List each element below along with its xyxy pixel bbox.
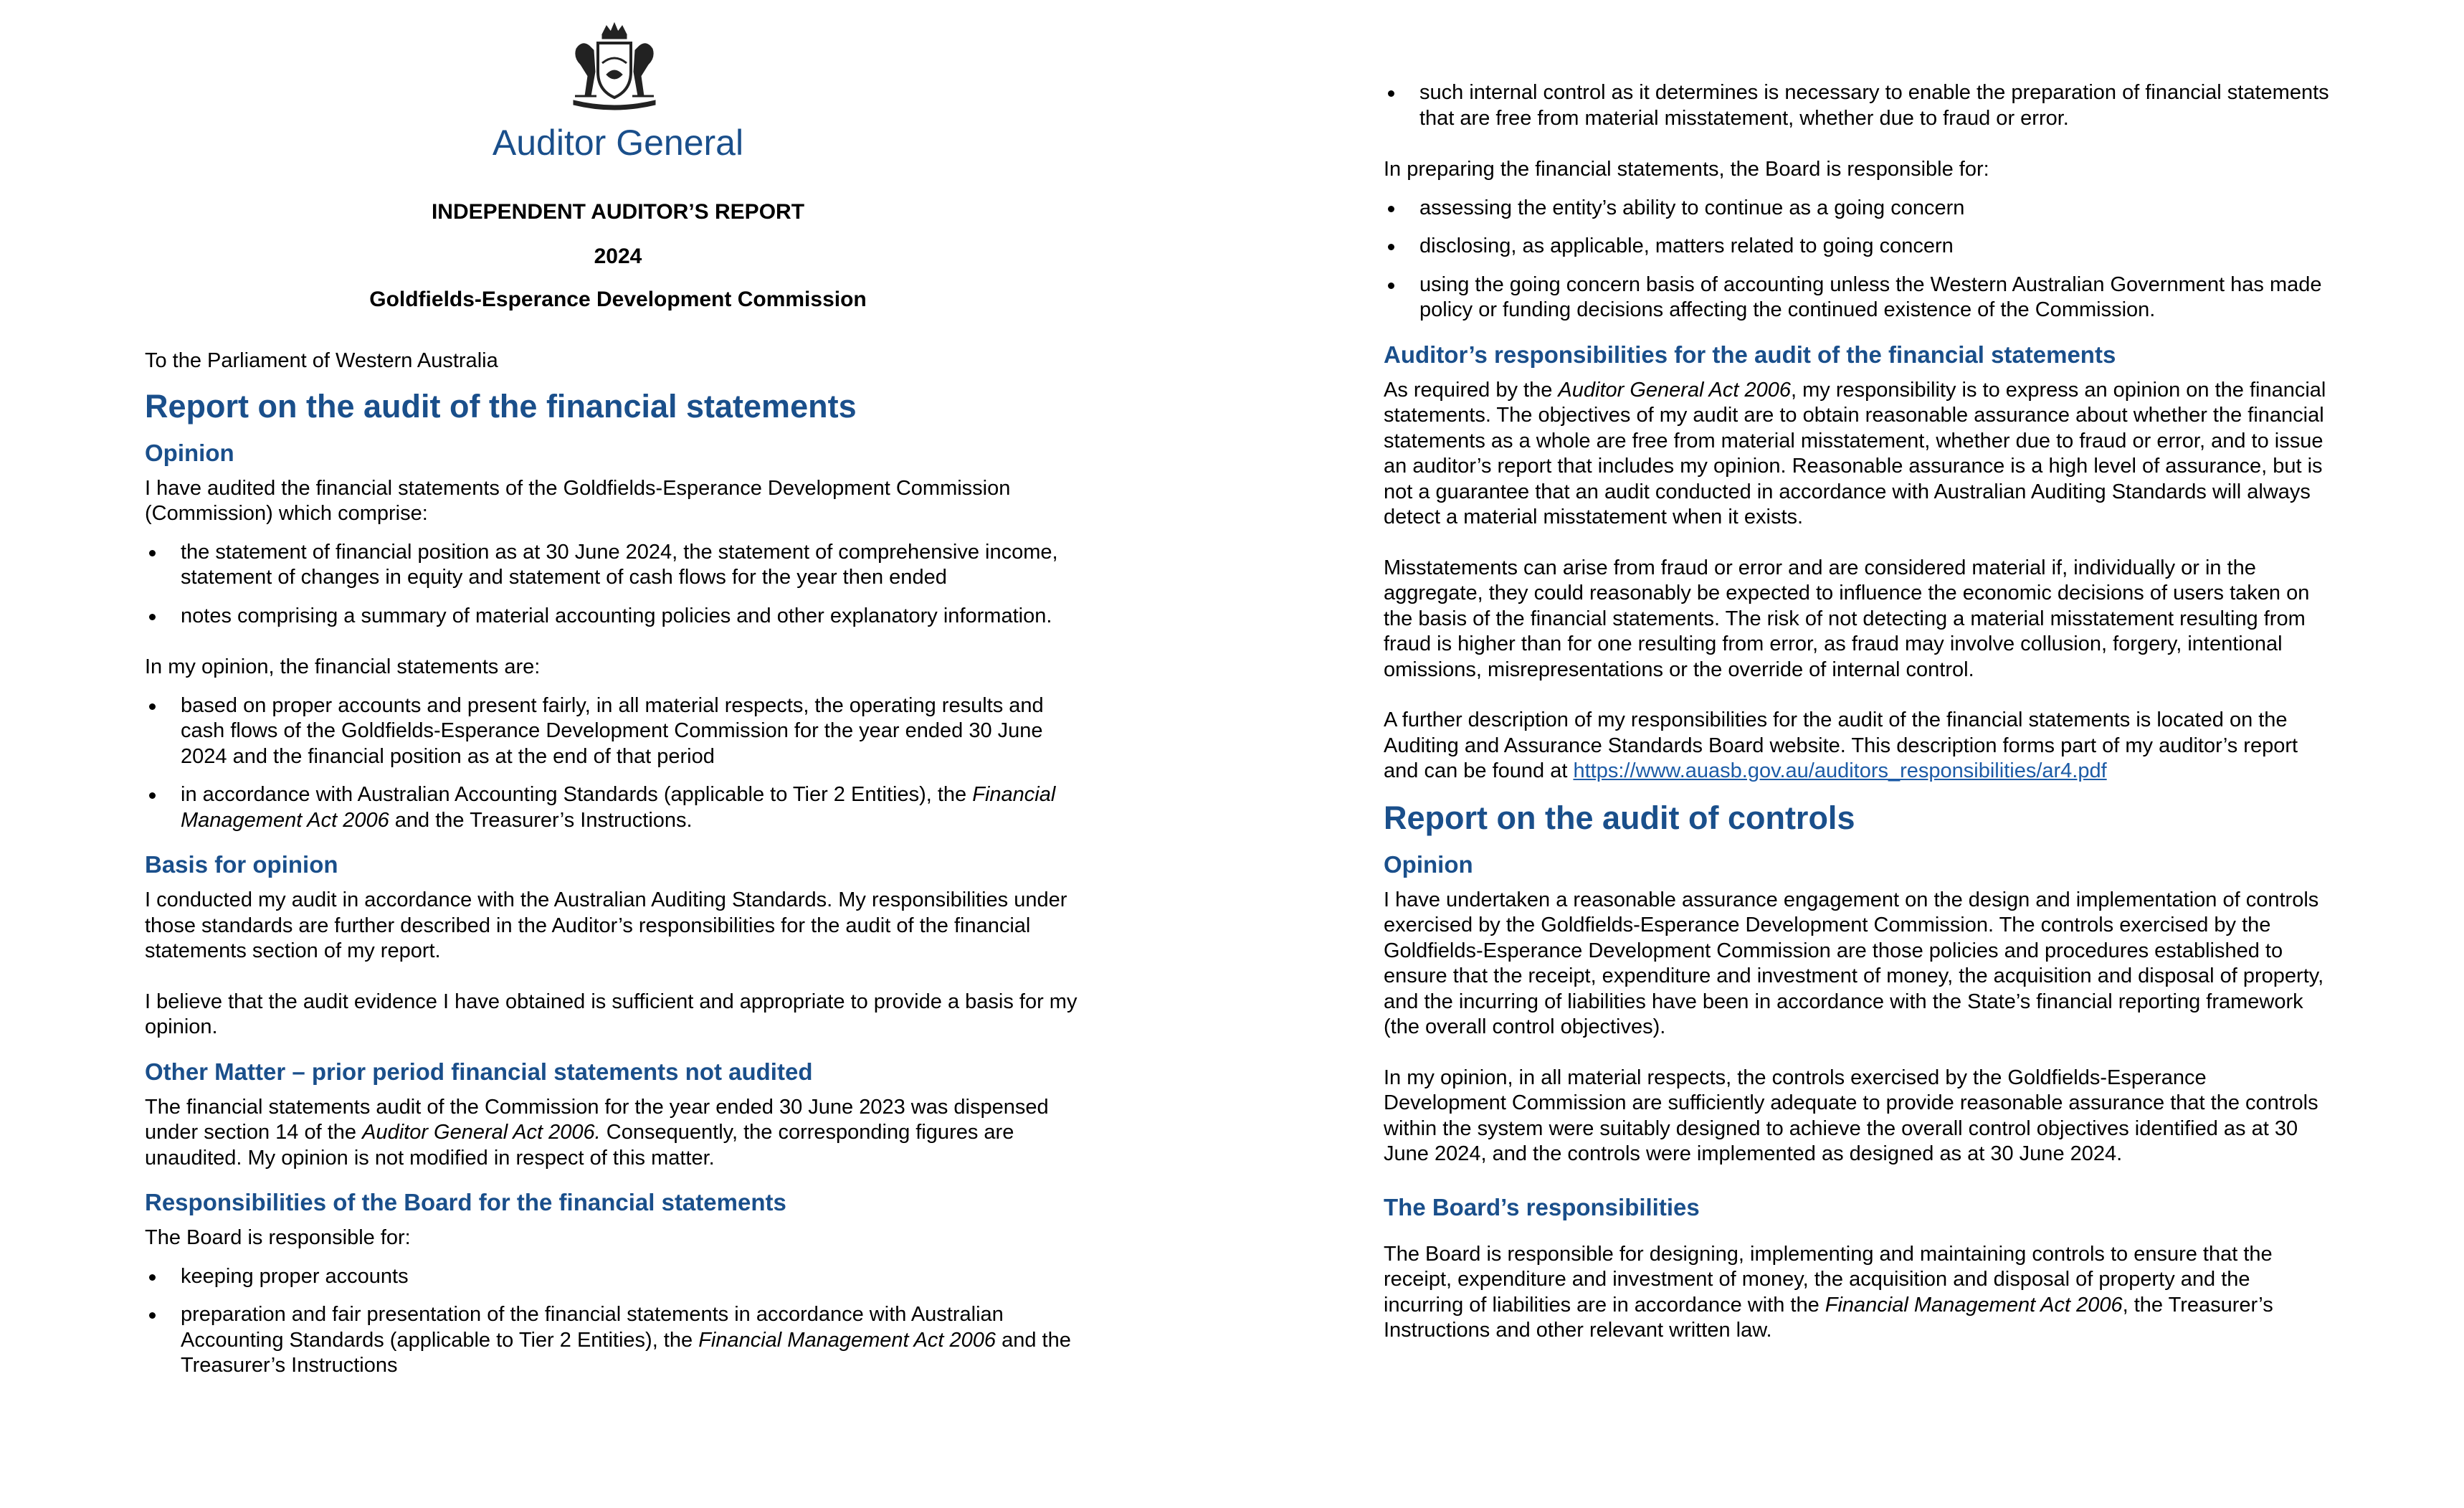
other-matter-heading: Other Matter – prior period financial statements not audited bbox=[145, 1058, 813, 1085]
addressee: To the Parliament of Western Australia bbox=[145, 349, 498, 372]
act-title: Financial Management Act 2006 bbox=[698, 1328, 996, 1352]
list-item: such internal control as it determines is necessary to enable the preparation of financial statements that are free from material misstatement, whether due to fraud or error. bbox=[1384, 80, 2330, 131]
auditor-general-title: Auditor General bbox=[492, 123, 744, 163]
section-title-financial-statements: Report on the audit of the financial statements bbox=[145, 387, 857, 425]
text-run: The Board is responsible for designing, implementing and maintaining controls to ensure that the receipt, expenditure and investment of money, the acquisition and disposal of property and the incurring of liabilities are in accordance with the bbox=[1384, 1242, 2273, 1317]
list-item: the statement of financial position as at 30 June 2024, the statement of comprehensive income, statement of changes in equity and statement of cash flows for the year then ended bbox=[145, 540, 1091, 591]
report-title: INDEPENDENT AUDITOR’S REPORT bbox=[431, 200, 805, 224]
board-responsibilities-heading: Responsibilities of the Board for the financial statements bbox=[145, 1189, 786, 1215]
list-item bbox=[145, 1302, 1091, 1379]
controls-paragraph-2: In my opinion, in all material respects, the controls exercised by the Goldfields-Esperance Development Commission are sufficiently adequate to provide reasonable assurance that the controls within the system were suitably designed to achieve the overall control objectives identified as at 30 June 2024, and the controls were implemented as designed as at 30 June 2024. bbox=[1384, 1066, 2318, 1165]
text-run: Consequently, the corresponding figures are unaudited. My opinion is not modified in respect of this matter. bbox=[145, 1121, 1014, 1170]
list-item: notes comprising a summary of material accounting policies and other explanatory information. bbox=[145, 604, 1091, 630]
left-column bbox=[145, 22, 1091, 1379]
preparing-list bbox=[1384, 196, 2330, 323]
list-item: based on proper accounts and present fairly, in all material respects, the operating results and cash flows of the Goldfields-Esperance Development Commission for the year ended 30 June 2024 and the financial position as at the end of that period bbox=[145, 693, 1091, 770]
auditor-paragraph-3 bbox=[1384, 708, 2330, 784]
controls-opinion-heading: Opinion bbox=[1384, 850, 1473, 878]
act-title: Financial Management Act 2006 bbox=[181, 783, 1056, 832]
text-run: and the Treasurer’s Instructions bbox=[181, 1328, 1071, 1377]
text-run: As required by the bbox=[1384, 378, 1559, 402]
list-item: disclosing, as applicable, matters related to going concern bbox=[1384, 234, 2330, 260]
text-run: A further description of my responsibilities for the audit of the financial statements is located on the Auditing and Assurance Standards Board website. This description forms part of my auditor’s report and can be found at bbox=[1384, 708, 2298, 782]
board-lead: The Board is responsible for: bbox=[145, 1226, 411, 1249]
board-resp-heading: The Board’s responsibilities bbox=[1384, 1193, 1700, 1220]
section-title-controls: Report on the audit of controls bbox=[1384, 799, 1855, 836]
act-title: Auditor General Act 2006. bbox=[362, 1121, 601, 1144]
coat-of-arms-logo bbox=[138, 22, 1091, 113]
act-title: Financial Management Act 2006 bbox=[1825, 1293, 2123, 1317]
preparing-lead: In preparing the financial statements, the Board is responsible for: bbox=[1384, 158, 1989, 181]
continued-list bbox=[1384, 80, 2330, 131]
auditor-responsibilities-heading: Auditor’s responsibilities for the audit of the financial statements bbox=[1384, 341, 2116, 368]
list-item bbox=[145, 782, 1091, 833]
report-year: 2024 bbox=[594, 245, 642, 268]
auditor-paragraph-1 bbox=[1384, 378, 2330, 531]
text-run: , the Treasurer’s Instructions and other relevant written law. bbox=[1384, 1293, 2273, 1342]
comprise-list bbox=[145, 540, 1091, 630]
opinion-lead: In my opinion, the financial statements are: bbox=[145, 655, 541, 678]
auditor-paragraph-2: Misstatements can arise from fraud or error and are considered material if, individually or in the aggregate, they could reasonably be expected to influence the economic decisions of users taken on the basis of the financial statements. The risk of not detecting a material misstatement resulting from fraud is higher than for one resulting from error, as fraud may involve collusion, forgery, intentional omissions, misrepresentations or the override of internal control. bbox=[1384, 556, 2310, 681]
text-run: and the Treasurer’s Instructions. bbox=[389, 808, 693, 832]
opinion-intro: I have audited the financial statements of the Goldfields-Esperance Development Commission (Commission) which comprise: bbox=[145, 476, 1011, 525]
list-item: using the going concern basis of accounting unless the Western Australian Government has made policy or funding decisions affecting the continued existence of the Commission. bbox=[1384, 272, 2330, 323]
crest-icon bbox=[561, 22, 668, 113]
controls-paragraph-1: I have undertaken a reasonable assurance engagement on the design and implementation of controls exercised by the Goldfields-Esperance Development Commission. The controls exercised by the Goldfields-Esperance Development Commission are those policies and procedures established to ensure that the receipt, expenditure and investment of money, the acquisition and disposal of property, and the incurring of liabilities have been in accordance with the State’s financial reporting framework (the overall control objectives). bbox=[1384, 888, 2324, 1038]
text-run: in accordance with Australian Accounting Standards (applicable to Tier 2 Entities), the bbox=[181, 783, 973, 806]
opinion-list bbox=[145, 693, 1091, 834]
basis-paragraph-2: I believe that the audit evidence I have obtained is sufficient and appropriate to provide a basis for my opinion. bbox=[145, 990, 1078, 1038]
text-run: , my responsibility is to express an opinion on the financial statements. The objectives of my audit are to obtain reasonable assurance about whether the financial statements as a whole are free from material misstatement, whether due to fraud or error, and to issue an auditor’s report that includes my opinion. Reasonable assurance is a high level of assurance, but is not a guarantee that an audit conducted in accordance with Australian Auditing Standards will always detect a material misstatement when it exists. bbox=[1384, 378, 2326, 528]
basis-heading: Basis for opinion bbox=[145, 851, 338, 878]
right-page bbox=[1232, 0, 2463, 1508]
act-title: Auditor General Act 2006 bbox=[1558, 378, 1791, 402]
other-matter-paragraph bbox=[145, 1095, 1091, 1172]
opinion-heading: Opinion bbox=[145, 439, 234, 466]
entity-name: Goldfields-Esperance Development Commission bbox=[369, 288, 867, 311]
text-run: preparation and fair presentation of the financial statements in accordance with Australian Accounting Standards (applicable to Tier 2 Entities), the bbox=[181, 1303, 1004, 1352]
basis-paragraph-1: I conducted my audit in accordance with the Australian Auditing Standards. My responsibilities under those standards are further described in the Auditor’s responsibilities for the audit of the financial statements section of my report. bbox=[145, 888, 1067, 962]
board-list bbox=[145, 1264, 1091, 1379]
right-column bbox=[1384, 80, 2330, 1344]
list-item: assessing the entity’s ability to continue as a going concern bbox=[1384, 196, 2330, 222]
auasb-link[interactable]: https://www.auasb.gov.au/auditors_responsibilities/ar4.pdf bbox=[1573, 759, 2107, 782]
list-item: keeping proper accounts bbox=[145, 1264, 1091, 1290]
board-resp-paragraph bbox=[1384, 1242, 2330, 1344]
text-run: The financial statements audit of the Commission for the year ended 30 June 2023 was dispensed under section 14 of the bbox=[145, 1095, 1049, 1144]
